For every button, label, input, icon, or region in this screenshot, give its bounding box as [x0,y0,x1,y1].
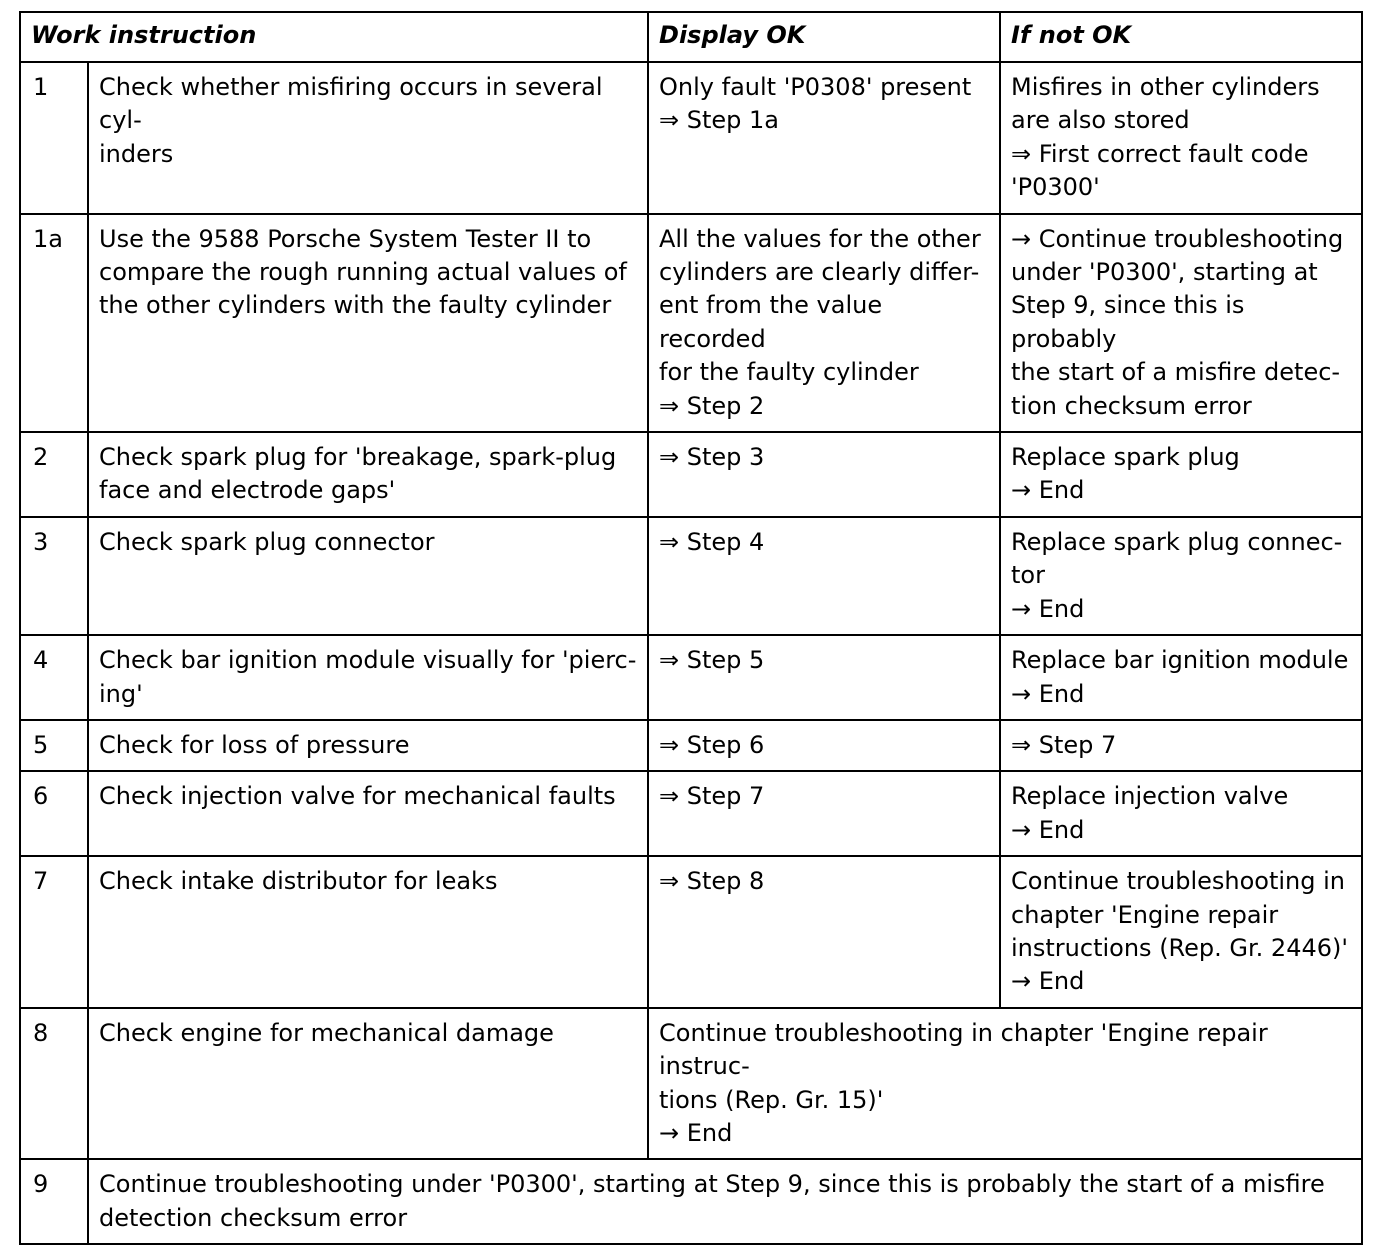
step-number: 5 [20,720,88,771]
work-instruction-cell: Check spark plug connector [88,517,648,635]
step-number: 3 [20,517,88,635]
display-ok-cell: ⇒ Step 4 [648,517,1000,635]
step-number: 9 [20,1159,88,1244]
work-instruction-cell: Check bar ignition module visually for 'pierc- ing' [88,635,648,720]
work-instruction-cell: Check whether misfiring occurs in several cyl- inders [88,62,648,214]
table-row-step-4 [20,635,1362,720]
if-not-ok-cell: Replace bar ignition module → End [1000,635,1362,720]
display-ok-cell: ⇒ Step 8 [648,856,1000,1008]
header-display-ok: Display OK [648,12,1000,62]
step-number: 1 [20,62,88,214]
step-number: 7 [20,856,88,1008]
display-ok-cell: All the values for the other cylinders are clearly differ- ent from the value recorded for the faulty cylinder ⇒ Step 2 [648,214,1000,432]
table-row-step-7 [20,856,1362,1008]
table-row-step-6 [20,771,1362,856]
table-row-step-1a [20,214,1362,432]
work-instruction-cell: Check intake distributor for leaks [88,856,648,1008]
step-number: 2 [20,432,88,517]
table-row-step-1 [20,62,1362,214]
table-row-step-9 [20,1159,1362,1244]
table-row-step-2 [20,432,1362,517]
merged-instruction-cell: Continue troubleshooting under 'P0300', starting at Step 9, since this is probably the start of a misfire detection checksum error [88,1159,1362,1244]
if-not-ok-cell: Replace spark plug → End [1000,432,1362,517]
step-number: 8 [20,1008,88,1160]
display-ok-cell: Only fault 'P0308' present ⇒ Step 1a [648,62,1000,214]
table-row-step-5 [20,720,1362,771]
if-not-ok-cell: ⇒ Step 7 [1000,720,1362,771]
work-instruction-cell: Check engine for mechanical damage [88,1008,648,1160]
step-number: 4 [20,635,88,720]
display-ok-cell: ⇒ Step 6 [648,720,1000,771]
table-row-step-3 [20,517,1362,635]
header-if-not-ok: If not OK [1000,12,1362,62]
display-ok-cell: ⇒ Step 7 [648,771,1000,856]
step-number: 1a [20,214,88,432]
if-not-ok-cell: → Continue troubleshooting under 'P0300', starting at Step 9, since this is probably the start of a misfire detec- tion checksum error [1000,214,1362,432]
display-ok-cell: ⇒ Step 3 [648,432,1000,517]
if-not-ok-cell: Replace injection valve → End [1000,771,1362,856]
work-instruction-cell: Check spark plug for 'breakage, spark-plug face and electrode gaps' [88,432,648,517]
header-row [20,12,1362,62]
troubleshooting-table [19,11,1363,1245]
if-not-ok-cell: Replace spark plug connec- tor → End [1000,517,1362,635]
header-work-instruction: Work instruction [20,12,648,62]
work-instruction-cell: Check for loss of pressure [88,720,648,771]
step-number: 6 [20,771,88,856]
if-not-ok-cell: Continue troubleshooting in chapter 'Engine repair instructions (Rep. Gr. 2446)' → End [1000,856,1362,1008]
if-not-ok-cell: Misfires in other cylinders are also stored ⇒ First correct fault code 'P0300' [1000,62,1362,214]
table-row-step-8 [20,1008,1362,1160]
merged-result-cell: Continue troubleshooting in chapter 'Engine repair instruc- tions (Rep. Gr. 15)' → End [648,1008,1362,1160]
work-instruction-cell: Check injection valve for mechanical faults [88,771,648,856]
display-ok-cell: ⇒ Step 5 [648,635,1000,720]
work-instruction-cell: Use the 9588 Porsche System Tester II to compare the rough running actual values of the other cylinders with the faulty cylinder [88,214,648,432]
